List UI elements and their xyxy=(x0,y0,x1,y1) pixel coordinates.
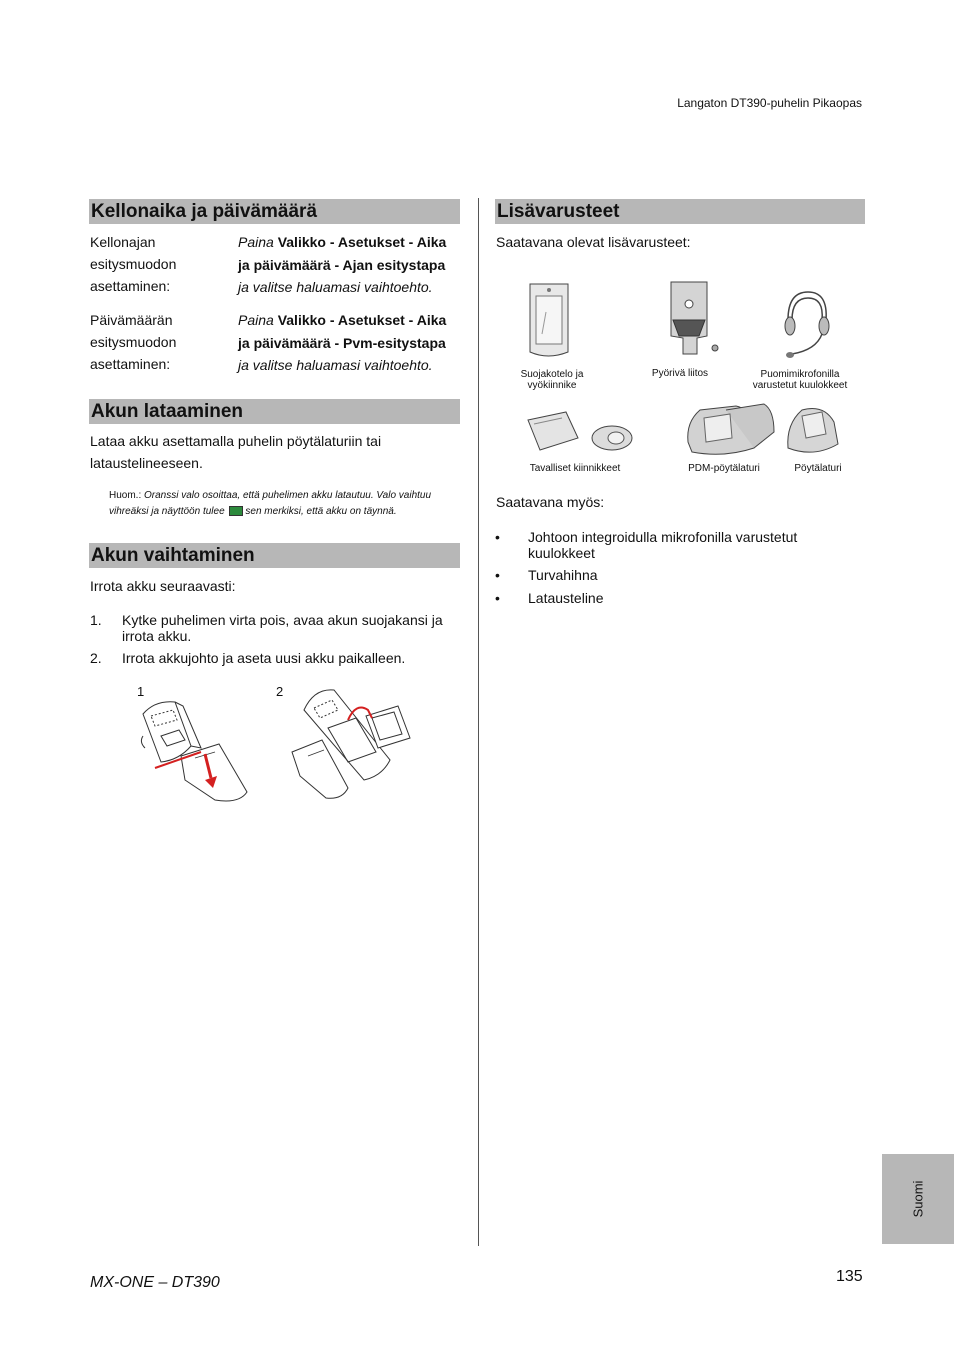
boom-headset-illustration xyxy=(782,290,832,362)
replace-step xyxy=(90,612,460,644)
label-line: asettaminen: xyxy=(90,278,171,294)
accessory-caption xyxy=(502,369,602,391)
language-tab-label: Suomi xyxy=(910,1180,926,1218)
language-tab xyxy=(882,1154,954,1244)
accessory-caption: Pyörivä liitos xyxy=(651,368,709,379)
caption-line: Puomimikrofonilla xyxy=(760,369,840,380)
charging-note xyxy=(109,488,459,520)
label-line: esitysmuodon xyxy=(90,256,177,272)
step-text: irrota akku. xyxy=(122,628,192,644)
label-line: esitysmuodon xyxy=(90,334,177,350)
also-available-item xyxy=(495,529,865,561)
accessories-intro: Saatavana olevat lisävarusteet: xyxy=(496,234,691,250)
bullet: • xyxy=(495,590,500,606)
caption-line: Suojakotelo ja xyxy=(520,369,584,380)
footer-product-title: MX-ONE – DT390 xyxy=(90,1274,220,1291)
figure-label: 1 xyxy=(137,684,145,699)
also-available-item xyxy=(495,567,865,583)
item-text: Johtoon integroidulla mikrofonilla varustetut xyxy=(528,529,798,545)
page-number: 135 xyxy=(836,1268,863,1285)
step-text: Kytke puhelimen virta pois, avaa akun suojakansi ja xyxy=(122,612,443,628)
note-text: Oranssi valo osoittaa, että puhelimen akku latautuu. Valo vaihtuu xyxy=(144,490,432,501)
swivel-connector-illustration xyxy=(667,280,723,356)
text-line: Lataa akku asettamalla puhelin pöytälaturiin tai xyxy=(90,433,382,449)
label-line: asettaminen: xyxy=(90,356,171,372)
step-number: 1. xyxy=(90,612,102,628)
label-line: Päivämäärän xyxy=(90,312,173,328)
step-text: Irrota akkujohto ja aseta uusi akku paikalleen. xyxy=(122,650,406,666)
label-line: Kellonajan xyxy=(90,234,156,250)
battery-full-icon xyxy=(229,506,243,516)
column-divider xyxy=(478,198,479,1246)
desktop-charger-illustration xyxy=(784,404,840,458)
section-heading-charging: Akun lataaminen xyxy=(89,399,460,424)
charging-text xyxy=(90,430,460,474)
battery-cover-removal-illustration xyxy=(135,696,255,808)
instr-italic: Paina xyxy=(238,312,274,328)
figure-label: 2 xyxy=(276,684,284,699)
protective-case-illustration xyxy=(528,282,570,360)
step-number: 2. xyxy=(90,650,102,666)
menu-path: ja päivämäärä - Ajan esitystapa xyxy=(238,256,446,273)
accessory-caption: PDM-pöytälaturi xyxy=(688,463,760,474)
note-text: vihreäksi ja näyttöön tulee xyxy=(109,506,225,517)
bullet: • xyxy=(495,567,500,583)
instr-italic: ja valitse haluamasi vaihtoehto. xyxy=(238,357,433,373)
instr-italic: Paina xyxy=(238,234,274,250)
menu-path: Valikko - Asetukset - Aika xyxy=(277,312,447,328)
menu-path: Valikko - Asetukset - Aika xyxy=(277,234,447,250)
menu-path: ja päivämäärä - Pvm-esitystapa xyxy=(238,334,446,351)
caption-line: varustetut kuulokkeet xyxy=(752,380,848,391)
also-available-intro: Saatavana myös: xyxy=(496,494,605,510)
note-label: Huom.: xyxy=(109,490,142,501)
caption-line: vyökiinnike xyxy=(527,380,577,391)
replace-step xyxy=(90,650,460,666)
instr-italic: ja valitse haluamasi vaihtoehto. xyxy=(238,279,433,295)
section-heading-accessories: Lisävarusteet xyxy=(495,199,865,224)
battery-insertion-illustration xyxy=(286,688,416,804)
accessory-caption: Tavalliset kiinnikkeet xyxy=(529,463,621,474)
date-format-instructions xyxy=(238,309,460,377)
text-line: lataustelineeseen. xyxy=(90,455,203,471)
note-text: sen merkiksi, että akku on täynnä. xyxy=(245,506,397,517)
date-format-label xyxy=(90,309,238,375)
pdm-desktop-charger-illustration xyxy=(684,402,778,460)
time-format-instructions xyxy=(238,231,460,299)
time-format-label xyxy=(90,231,238,297)
item-text: Turvahihna xyxy=(528,567,598,583)
accessory-caption xyxy=(740,369,860,391)
section-heading-clock: Kellonaika ja päivämäärä xyxy=(89,199,460,224)
replace-intro: Irrota akku seuraavasti: xyxy=(90,578,236,594)
item-text: kuulokkeet xyxy=(528,545,595,561)
bullet: • xyxy=(495,529,500,545)
standard-clips-illustration xyxy=(526,410,638,456)
item-text: Latausteline xyxy=(528,590,604,606)
accessory-caption: Pöytälaturi xyxy=(794,463,842,474)
section-heading-battery-replace: Akun vaihtaminen xyxy=(89,543,460,568)
also-available-item xyxy=(495,590,865,606)
running-header: Langaton DT390-puhelin Pikaopas xyxy=(677,96,862,110)
